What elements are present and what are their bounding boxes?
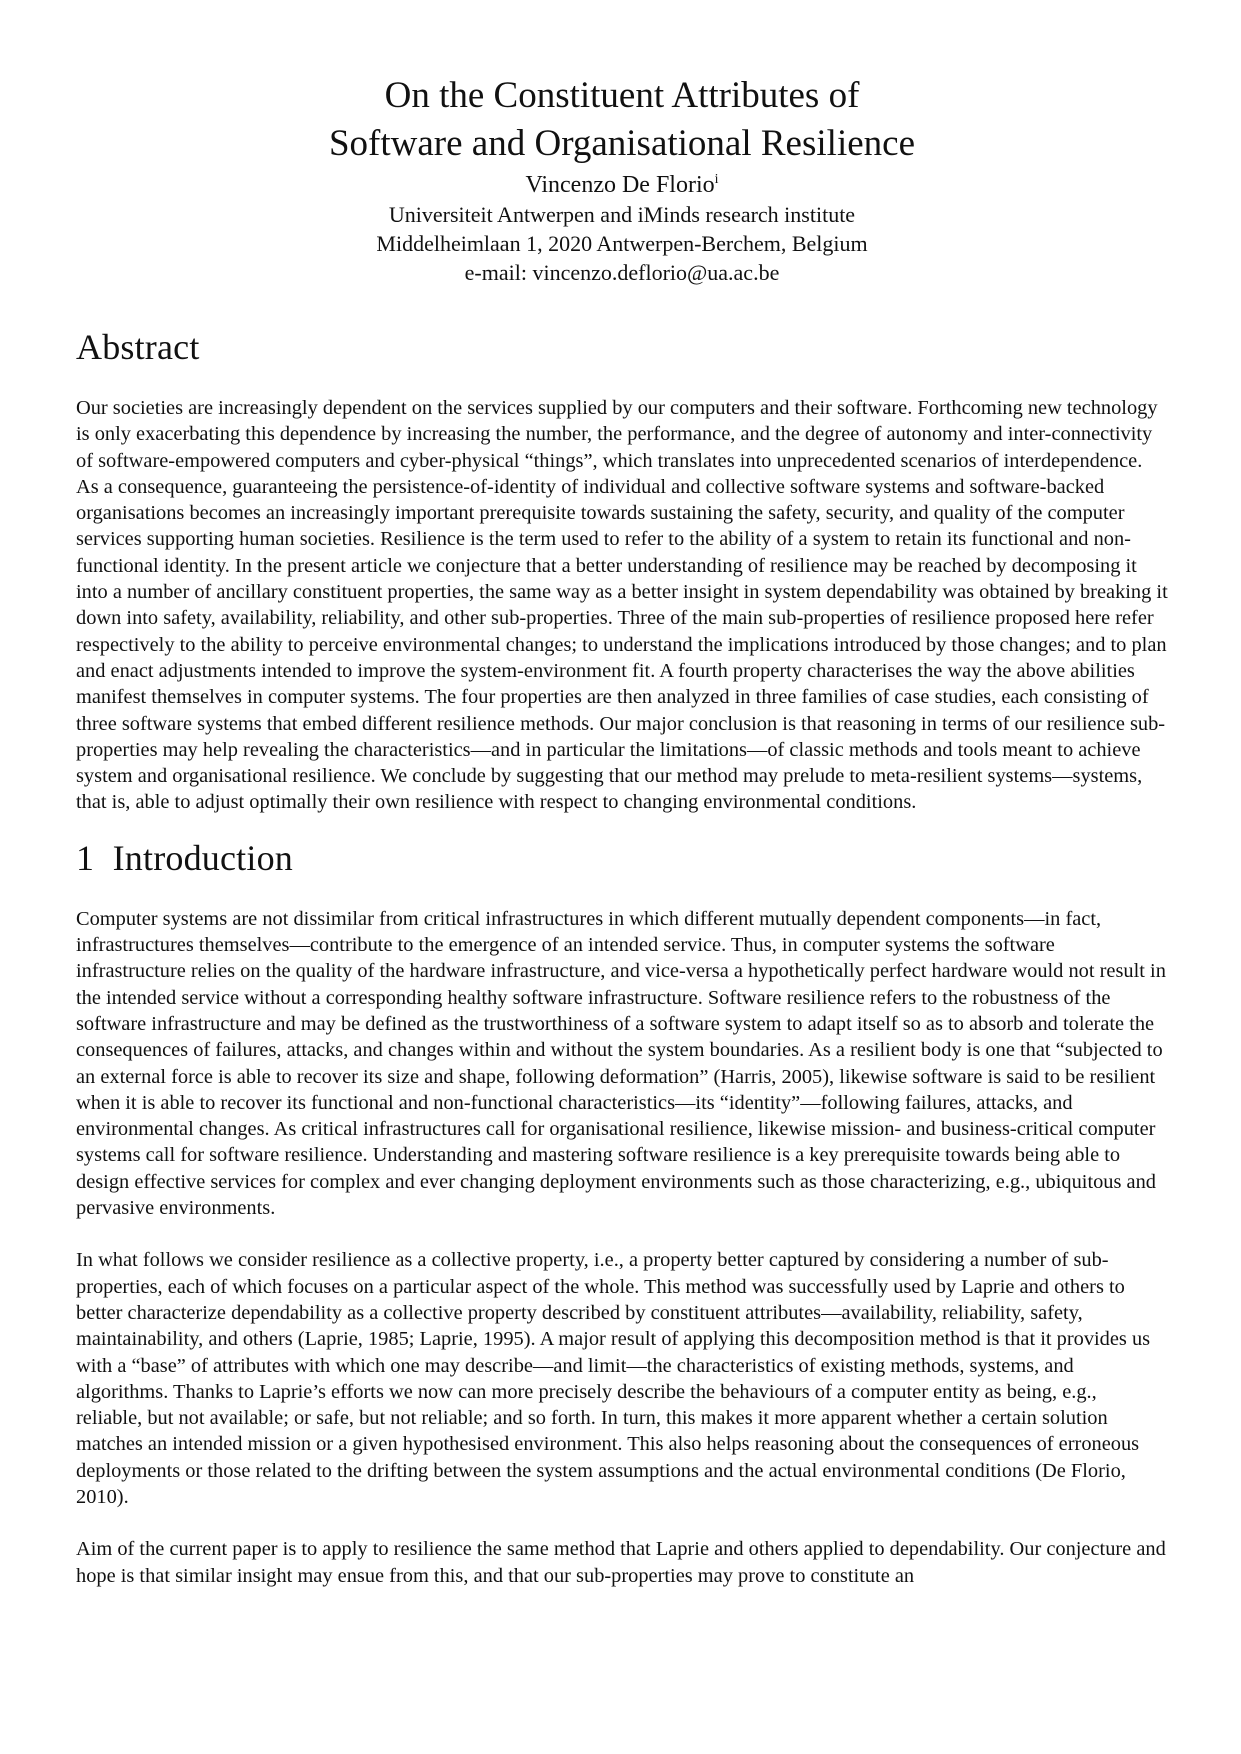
author-line xyxy=(76,170,1168,200)
section-title: Introduction xyxy=(112,837,293,878)
intro-paragraph-1: Computer systems are not dissimilar from critical infrastructures in which different mutually dependent components—in fact, infrastructures themselves—contribute to the emergence of an intended service. Thus, in computer systems the software infrastructure relies on the quality of the hardware infrastructure, and vice-versa a hypothetically perfect hardware would not result in the intended service without a corresponding healthy software infrastructure. Software resilience refers to the robustness of the software infrastructure and may be defined as the trustworthiness of a software system to adapt itself so as to absorb and tolerate the consequences of failures, attacks, and changes within and without the system boundaries. As a resilient body is one that “subjected to an external force is able to recover its size and shape, following deformation” (Harris, 2005), likewise software is said to be resilient when it is able to recover its functional and non-functional characteristics—its “identity”—following failures, attacks, and environmental changes. As critical infrastructures call for organisational resilience, likewise mission- and business-critical computer systems call for software resilience. Understanding and mastering software resilience is a key prerequisite towards being able to design effective services for complex and ever changing deployment environments such as those characterizing, e.g., ubiquitous and pervasive environments. xyxy=(76,907,1166,1220)
intro-paragraph-2: In what follows we consider resilience as a collective property, i.e., a property better captured by considering a number of sub-properties, each of which focuses on a particular aspect of the whole. This method was successfully used by Laprie and others to better characterize dependability as a collective property described by constituent attributes—availability, reliability, safety, maintainability, and others (Laprie, 1985; Laprie, 1995). A major result of applying this decomposition method is that it provides us with a “base” of attributes with which one may describe—and limit—the characteristics of existing methods, systems, and algorithms. Thanks to Laprie’s efforts we now can more precisely describe the behaviours of a computer entity as being, e.g., reliable, but not available; or safe, but not reliable; and so forth. In turn, this makes it more apparent whether a certain solution matches an intended mission or a given hypothesised environment. This also helps reasoning about the consequences of erroneous deployments or those related to the drifting between the system assumptions and the actual environmental conditions (De Florio, 2010). xyxy=(76,1249,1151,1508)
author-address: Middelheimlaan 1, 2020 Antwerpen-Berchem, Belgium xyxy=(376,231,868,256)
abstract-text: Our societies are increasingly dependent on the services supplied by our computers and their software. Forthcoming new technology is only exacerbating this dependence by increasing the number, the performance, and the degree of autonomy and inter-connectivity of software-empowered computers and cyber-physical “things”, which translates into unprecedented scenarios of interdependence. As a consequence, guaranteeing the persistence-of-identity of individual and collective software systems and software-backed organisations becomes an increasingly important prerequisite towards sustaining the safety, security, and quality of the computer services supporting human societies. Resilience is the term used to refer to the ability of a system to retain its functional and non-functional identity. In the present article we conjecture that a better understanding of resilience may be reached by decomposing it into a number of ancillary constituent properties, the same way as a better insight in system dependability was obtained by breaking it down into safety, availability, reliability, and other sub-properties. Three of the main sub-properties of resilience proposed here refer respectively to the ability to perceive environmental changes; to understand the implications introduced by those changes; and to plan and enact adjustments intended to improve the system-environment fit. A fourth property characterises the way the above abilities manifest themselves in computer systems. The four properties are then analyzed in three families of case studies, each consisting of three software systems that embed different resilience methods. Our major conclusion is that reasoning in terms of our resilience sub-properties may help revealing the characteristics—and in particular the limitations—of classic methods and tools meant to achieve system and organisational resilience. We conclude by suggesting that our method may prelude to meta-resilient systems—systems, that is, able to adjust optimally their own resilience with respect to changing environmental conditions. xyxy=(76,397,1168,814)
author-footnote-marker: i xyxy=(714,172,719,187)
author-email: e-mail: vincenzo.deflorio@ua.ac.be xyxy=(464,260,780,285)
paper-title-line-2: Software and Organisational Resilience xyxy=(328,123,915,164)
author-name: Vincenzo De Florio xyxy=(525,172,715,198)
title-block xyxy=(76,72,1168,287)
abstract-heading: Abstract xyxy=(76,327,200,367)
author-affiliation: Universiteit Antwerpen and iMinds research institute xyxy=(388,202,856,227)
section-number: 1 xyxy=(76,837,95,878)
section-heading-introduction xyxy=(76,836,1168,880)
paper-page xyxy=(76,72,1168,1589)
intro-paragraph-3: Aim of the current paper is to apply to resilience the same method that Laprie and others applied to dependability. Our conjecture and hope is that similar insight may ensue from this, and that our sub-properties may prove to constitute an xyxy=(76,1538,1166,1587)
paper-title-line-1: On the Constituent Attributes of xyxy=(384,75,860,116)
